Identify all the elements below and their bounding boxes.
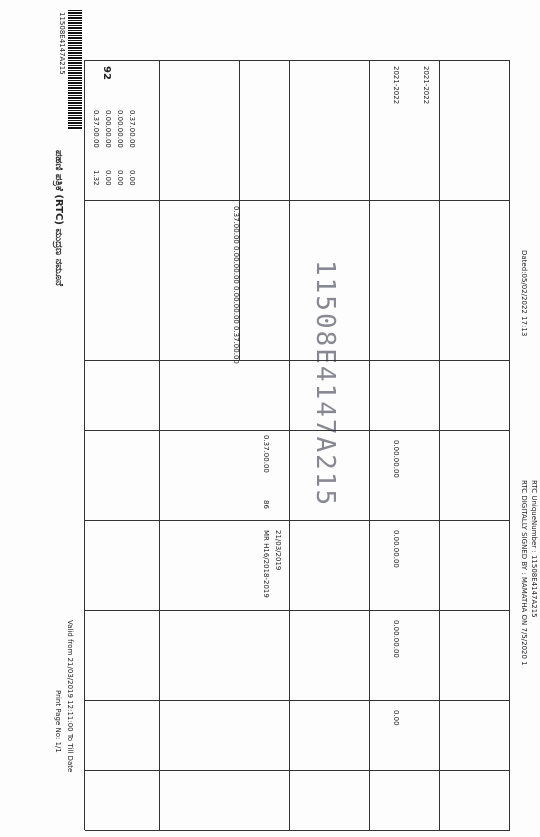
grid-line: [369, 60, 370, 830]
dated-text: Dated:05/02/2022 17:13: [520, 250, 528, 337]
table-border-top: [84, 60, 85, 830]
crop-year-1: 2021-2022: [392, 66, 400, 105]
tax-value: 1.32: [92, 170, 100, 186]
print-page-number: Print Page No: 1/1: [54, 690, 62, 753]
crop-value-1: 0.00.00.00: [392, 440, 400, 478]
kharab-value-3: 0.00: [128, 170, 136, 186]
total-2: 0.00.00.00: [232, 246, 240, 284]
area-value-3: 0.00.00.00: [116, 110, 124, 148]
owner-area: 0.37.00.00: [262, 435, 270, 473]
grid-line: [85, 430, 510, 431]
mutation-date: 21/03/2019: [274, 530, 282, 571]
unique-number-text: RTC UniqueNumber : 11508E4147A215: [530, 480, 538, 618]
barcode-number: 11508E4147A215: [58, 12, 66, 75]
grid-line: [289, 60, 290, 830]
total-3: 0.00.00.00: [232, 286, 240, 324]
grid-line: [159, 60, 160, 830]
valid-from-text: Valid from 21/03/2019 12:11:00 To Till Date: [66, 620, 74, 773]
kharab-value-2: 0.00: [116, 170, 124, 186]
survey-number: 92: [101, 66, 112, 80]
page-title: ಪಹಣಿ ಪತ್ರಿಕೆ (RTC) ಮುದ್ರಣ ನಮೂನೆ: [53, 150, 64, 287]
crop-year-2: 2021-2022: [422, 66, 430, 105]
grid-line: [439, 60, 440, 830]
barcode: [68, 10, 82, 130]
area-value-2: 0.00.00.00: [104, 110, 112, 148]
grid-line: [85, 200, 510, 201]
total-4: 0.37.00.00: [232, 326, 240, 364]
area-value-4: 0.37.00.00: [128, 110, 136, 148]
crop-value-2: 0.00.00.00: [392, 530, 400, 568]
grid-line: [85, 770, 510, 771]
grid-line: [85, 360, 510, 361]
table-border-bottom: [509, 60, 510, 830]
area-value-1: 0.37.00.00: [92, 110, 100, 148]
mutation-number: MR H16/2018-2019: [262, 530, 270, 598]
crop-value-3: 0.00.00.00: [392, 620, 400, 658]
handwritten-watermark: 11508E4147A215: [310, 260, 340, 508]
grid-line: [85, 610, 510, 611]
crop-value-4: 0.00: [392, 710, 400, 726]
owner-number: 86: [262, 500, 270, 509]
table-border-left: [85, 60, 510, 61]
grid-line: [85, 520, 510, 521]
digital-signature-text: RTC DIGITALLY SIGNED BY : MAMATHA ON 7/5/2020 1: [520, 480, 528, 666]
table-border-right: [85, 830, 510, 831]
grid-line: [85, 700, 510, 701]
total-1: 0.37.00.00: [232, 206, 240, 244]
kharab-value-1: 0.00: [104, 170, 112, 186]
